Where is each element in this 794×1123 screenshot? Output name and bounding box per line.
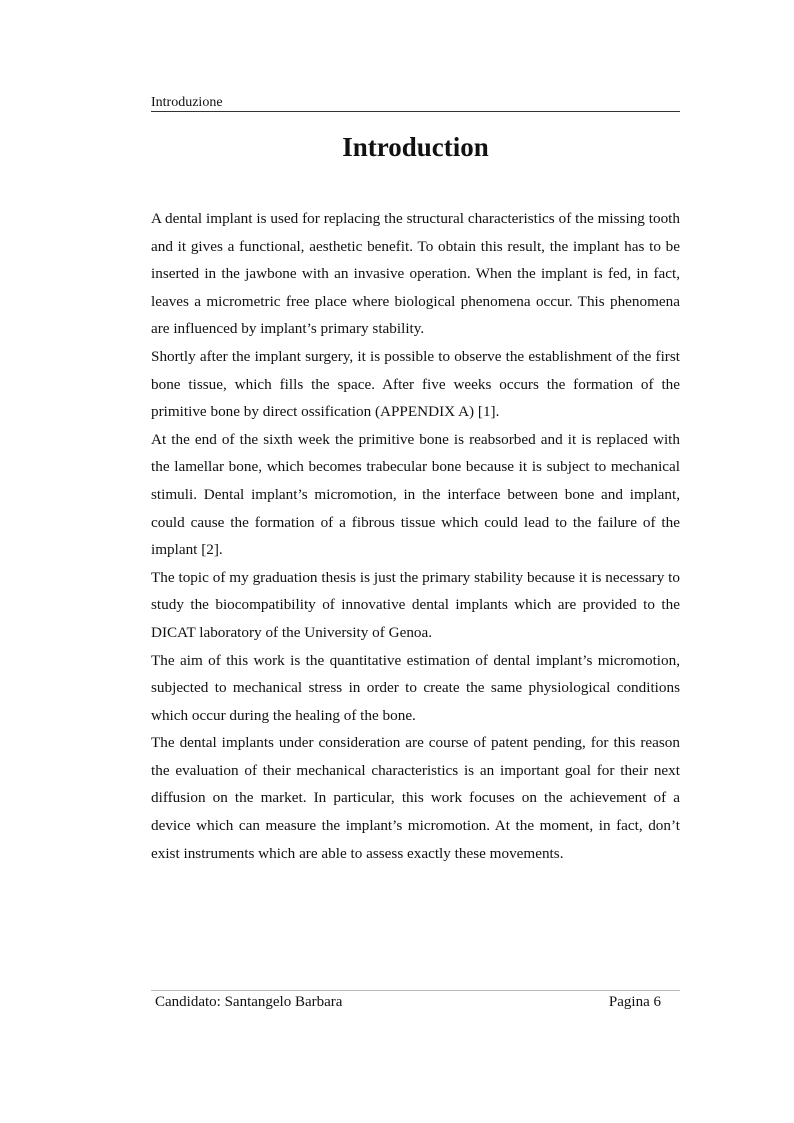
- chapter-title: Introduction: [342, 132, 489, 162]
- paragraph-2: Shortly after the implant surgery, it is possible to observe the establishment of the first bone tissue, which fills the space. After five weeks occurs the formation of the primitive bone by direct ossification (APPENDIX A) [1].: [151, 347, 680, 421]
- page-footer: [155, 992, 661, 1012]
- paragraph-4: The topic of my graduation thesis is just the primary stability because it is necessary to study the biocompatibility of innovative dental implants which are provided to the DICAT laboratory of the University of Genoa.: [151, 568, 680, 641]
- paragraph-5: The aim of this work is the quantitative estimation of dental implant’s micromotion, subjected to mechanical stress in order to create the same physiological conditions which occur during the healing of the bone.: [151, 651, 680, 724]
- paragraph-3: At the end of the sixth week the primitive bone is reabsorbed and it is replaced with the lamellar bone, which becomes trabecular bone because it is subject to mechanical stimuli. Dental implant’s micromotion, in the interface between bone and implant, could cause the formation of a fibrous tissue which could lead to the failure of the implant [2].: [151, 430, 680, 559]
- footer-author: Candidato: Santangelo Barbara: [155, 994, 343, 1010]
- footer-page-number: Pagina 6: [608, 994, 661, 1010]
- running-header: Introduzione: [151, 94, 680, 112]
- paragraph-1: A dental implant is used for replacing the structural characteristics of the missing tooth and it gives a functional, aesthetic benefit. To obtain this result, the implant has to be inserted in the jawbone with an invasive operation. When the implant is fed, in fact, leaves a micrometric free place where biological phenomena occur. This phenomena are influenced by implant’s primary stability.: [151, 210, 680, 338]
- body-text: [151, 205, 680, 867]
- paragraph-6: The dental implants under consideration are course of patent pending, for this reason the evaluation of their mechanical characteristics is an important goal for their next diffusion on the market. In particular, this work focuses on the achievement of a device which can measure the implant’s micromotion. At the moment, in fact, don’t exist instruments which are able to assess exactly these movements.: [151, 734, 680, 862]
- footer-divider: [151, 990, 680, 991]
